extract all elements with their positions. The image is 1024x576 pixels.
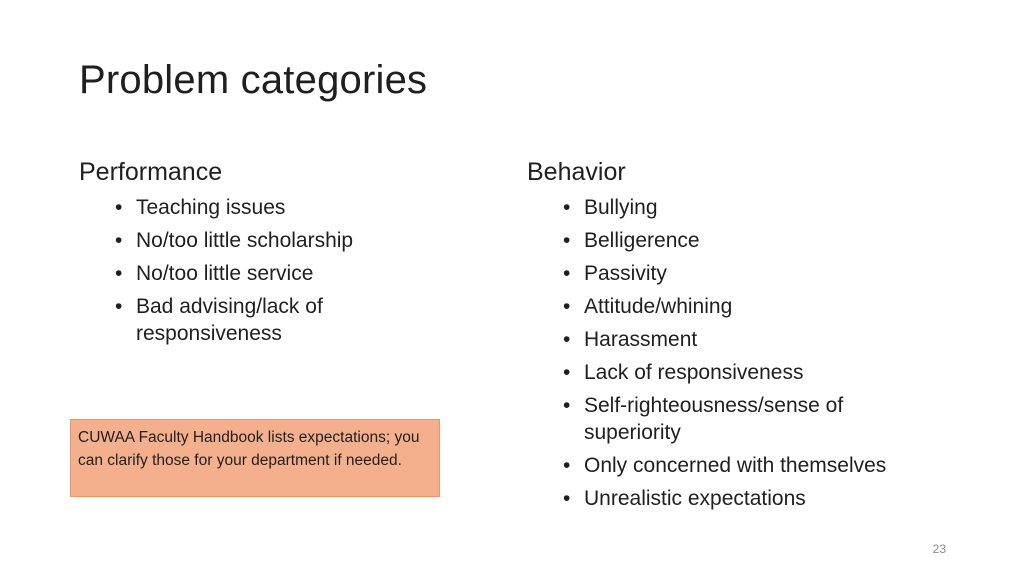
list-item: • Lack of responsiveness: [563, 359, 967, 386]
list-item: • Passivity: [563, 260, 967, 287]
performance-heading: Performance: [79, 158, 223, 186]
performance-column: [79, 156, 479, 353]
list-item: • Only concerned with themselves: [563, 452, 967, 479]
list-item: • Bullying: [563, 194, 967, 221]
behavior-list: [527, 194, 967, 512]
list-item: • Bad advising/lack of responsiveness: [115, 293, 366, 347]
list-item: • Unrealistic expectations: [563, 485, 967, 512]
behavior-heading: Behavior: [527, 158, 626, 186]
performance-list: [79, 194, 479, 347]
behavior-column: [527, 156, 967, 518]
slide-title: Problem categories: [79, 58, 428, 102]
handbook-note-box: CUWAA Faculty Handbook lists expectations; you can clarify those for your department if needed.: [70, 419, 440, 497]
list-item: • Teaching issues: [115, 194, 479, 221]
list-item: • Attitude/whining: [563, 293, 967, 320]
page-number: 23: [932, 542, 946, 556]
list-item: • No/too little scholarship: [115, 227, 479, 254]
list-item: • No/too little service: [115, 260, 479, 287]
list-item: • Belligerence: [563, 227, 967, 254]
list-item: • Self-righteousness/sense of superiority: [563, 392, 884, 446]
list-item: • Harassment: [563, 326, 967, 353]
